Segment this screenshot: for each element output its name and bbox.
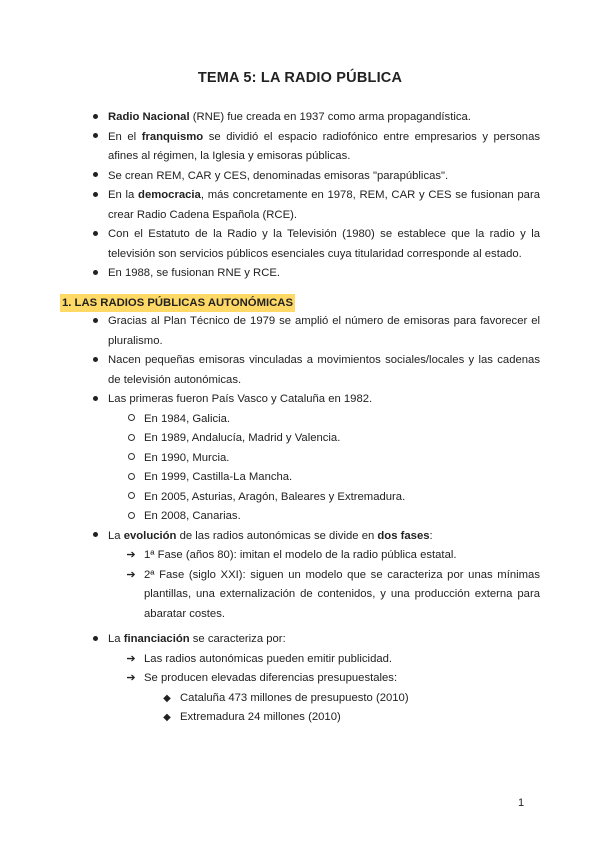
section-1-list — [60, 312, 540, 728]
circle-bullet-icon — [124, 410, 138, 430]
intro-item-2: En el franquismo se dividió el espacio radiofónico entre empresarios y personas afines al régimen, la Iglesia y emisoras públicas. — [60, 128, 540, 167]
evolution-item: La evolución de las radios autonómicas se divide en dos fases: — [60, 527, 540, 547]
financing-subitem: ➔ Las radios autonómicas pueden emitir publicidad. — [60, 650, 540, 670]
page-title: TEMA 5: LA RADIO PÚBLICA — [197, 70, 403, 86]
circle-bullet-icon — [124, 429, 138, 449]
bullet-icon — [88, 527, 102, 547]
year-item: En 1990, Murcia. — [60, 449, 540, 469]
arrow-right-icon: ➔ — [126, 568, 136, 581]
bullet-icon — [88, 225, 102, 245]
budget-item: ◆ Cataluña 473 millones de presupuesto (2010) — [60, 689, 540, 709]
diamond-bullet-icon: ◆ — [163, 712, 171, 723]
circle-bullet-icon — [124, 488, 138, 508]
arrow-right-icon: ➔ — [126, 672, 136, 684]
phase-item: ➔ 1ª Fase (años 80): imitan el modelo de la radio pública estatal. — [60, 546, 540, 566]
bullet-icon — [88, 167, 102, 187]
list-item: Gracias al Plan Técnico de 1979 se amplió el número de emisoras para favorecer el pluralismo. — [60, 312, 540, 351]
bullet-icon — [88, 186, 102, 206]
intro-item-6: En 1988, se fusionan RNE y RCE. — [60, 264, 540, 284]
bullet-icon — [88, 128, 102, 148]
budget-item: ◆ Extremadura 24 millones (2010) — [60, 708, 540, 728]
bullet-icon — [88, 264, 102, 284]
year-item: En 1984, Galicia. — [60, 410, 540, 430]
intro-item-5: Con el Estatuto de la Radio y la Televisión (1980) se establece que la radio y la televisión son servicios públicos esenciales cuya titularidad corresponde al estado. — [60, 225, 540, 264]
bullet-icon — [88, 390, 102, 410]
diamond-bullet-icon: ◆ — [163, 692, 171, 704]
circle-bullet-icon — [124, 468, 138, 488]
year-item: En 2008, Canarias. — [60, 507, 540, 527]
page-number: 1 — [518, 797, 525, 809]
year-item: En 2005, Asturias, Aragón, Baleares y Extremadura. — [60, 488, 540, 508]
intro-list — [60, 108, 540, 284]
intro-item-1: Radio Nacional (RNE) fue creada en 1937 como arma propagandística. — [60, 108, 540, 128]
year-item: En 1999, Castilla-La Mancha. — [60, 468, 540, 488]
phase-item: ➔ 2ª Fase (siglo XXI): siguen un modelo que se caracteriza por unas mínimas plantillas, una externalización de contenidos, y una producción externa para abaratar costes. — [60, 566, 540, 625]
financing-subitem: ➔ Se producen elevadas diferencias presupuestales: — [60, 669, 540, 689]
financing-item: La financiación se caracteriza por: — [60, 630, 540, 650]
bullet-icon — [88, 108, 102, 128]
arrow-right-icon: ➔ — [126, 549, 136, 561]
bullet-icon — [88, 630, 102, 650]
intro-item-4: En la democracia, más concretamente en 1978, REM, CAR y CES se fusionan para crear Radio Cadena Española (RCE). — [60, 186, 540, 225]
bullet-icon — [88, 312, 102, 332]
section-heading: 1. LAS RADIOS PÚBLICAS AUTONÓMICAS — [60, 294, 295, 312]
year-item: En 1989, Andalucía, Madrid y Valencia. — [60, 429, 540, 449]
circle-bullet-icon — [124, 449, 138, 469]
list-item: Las primeras fueron País Vasco y Cataluña en 1982. — [60, 390, 540, 410]
intro-item-3: Se crean REM, CAR y CES, denominadas emisoras "parapúblicas". — [60, 167, 540, 187]
arrow-right-icon: ➔ — [126, 652, 136, 665]
bullet-icon — [88, 351, 102, 371]
list-item: Nacen pequeñas emisoras vinculadas a movimientos sociales/locales y las cadenas de televisión autonómicas. — [60, 351, 540, 390]
circle-bullet-icon — [124, 507, 138, 527]
